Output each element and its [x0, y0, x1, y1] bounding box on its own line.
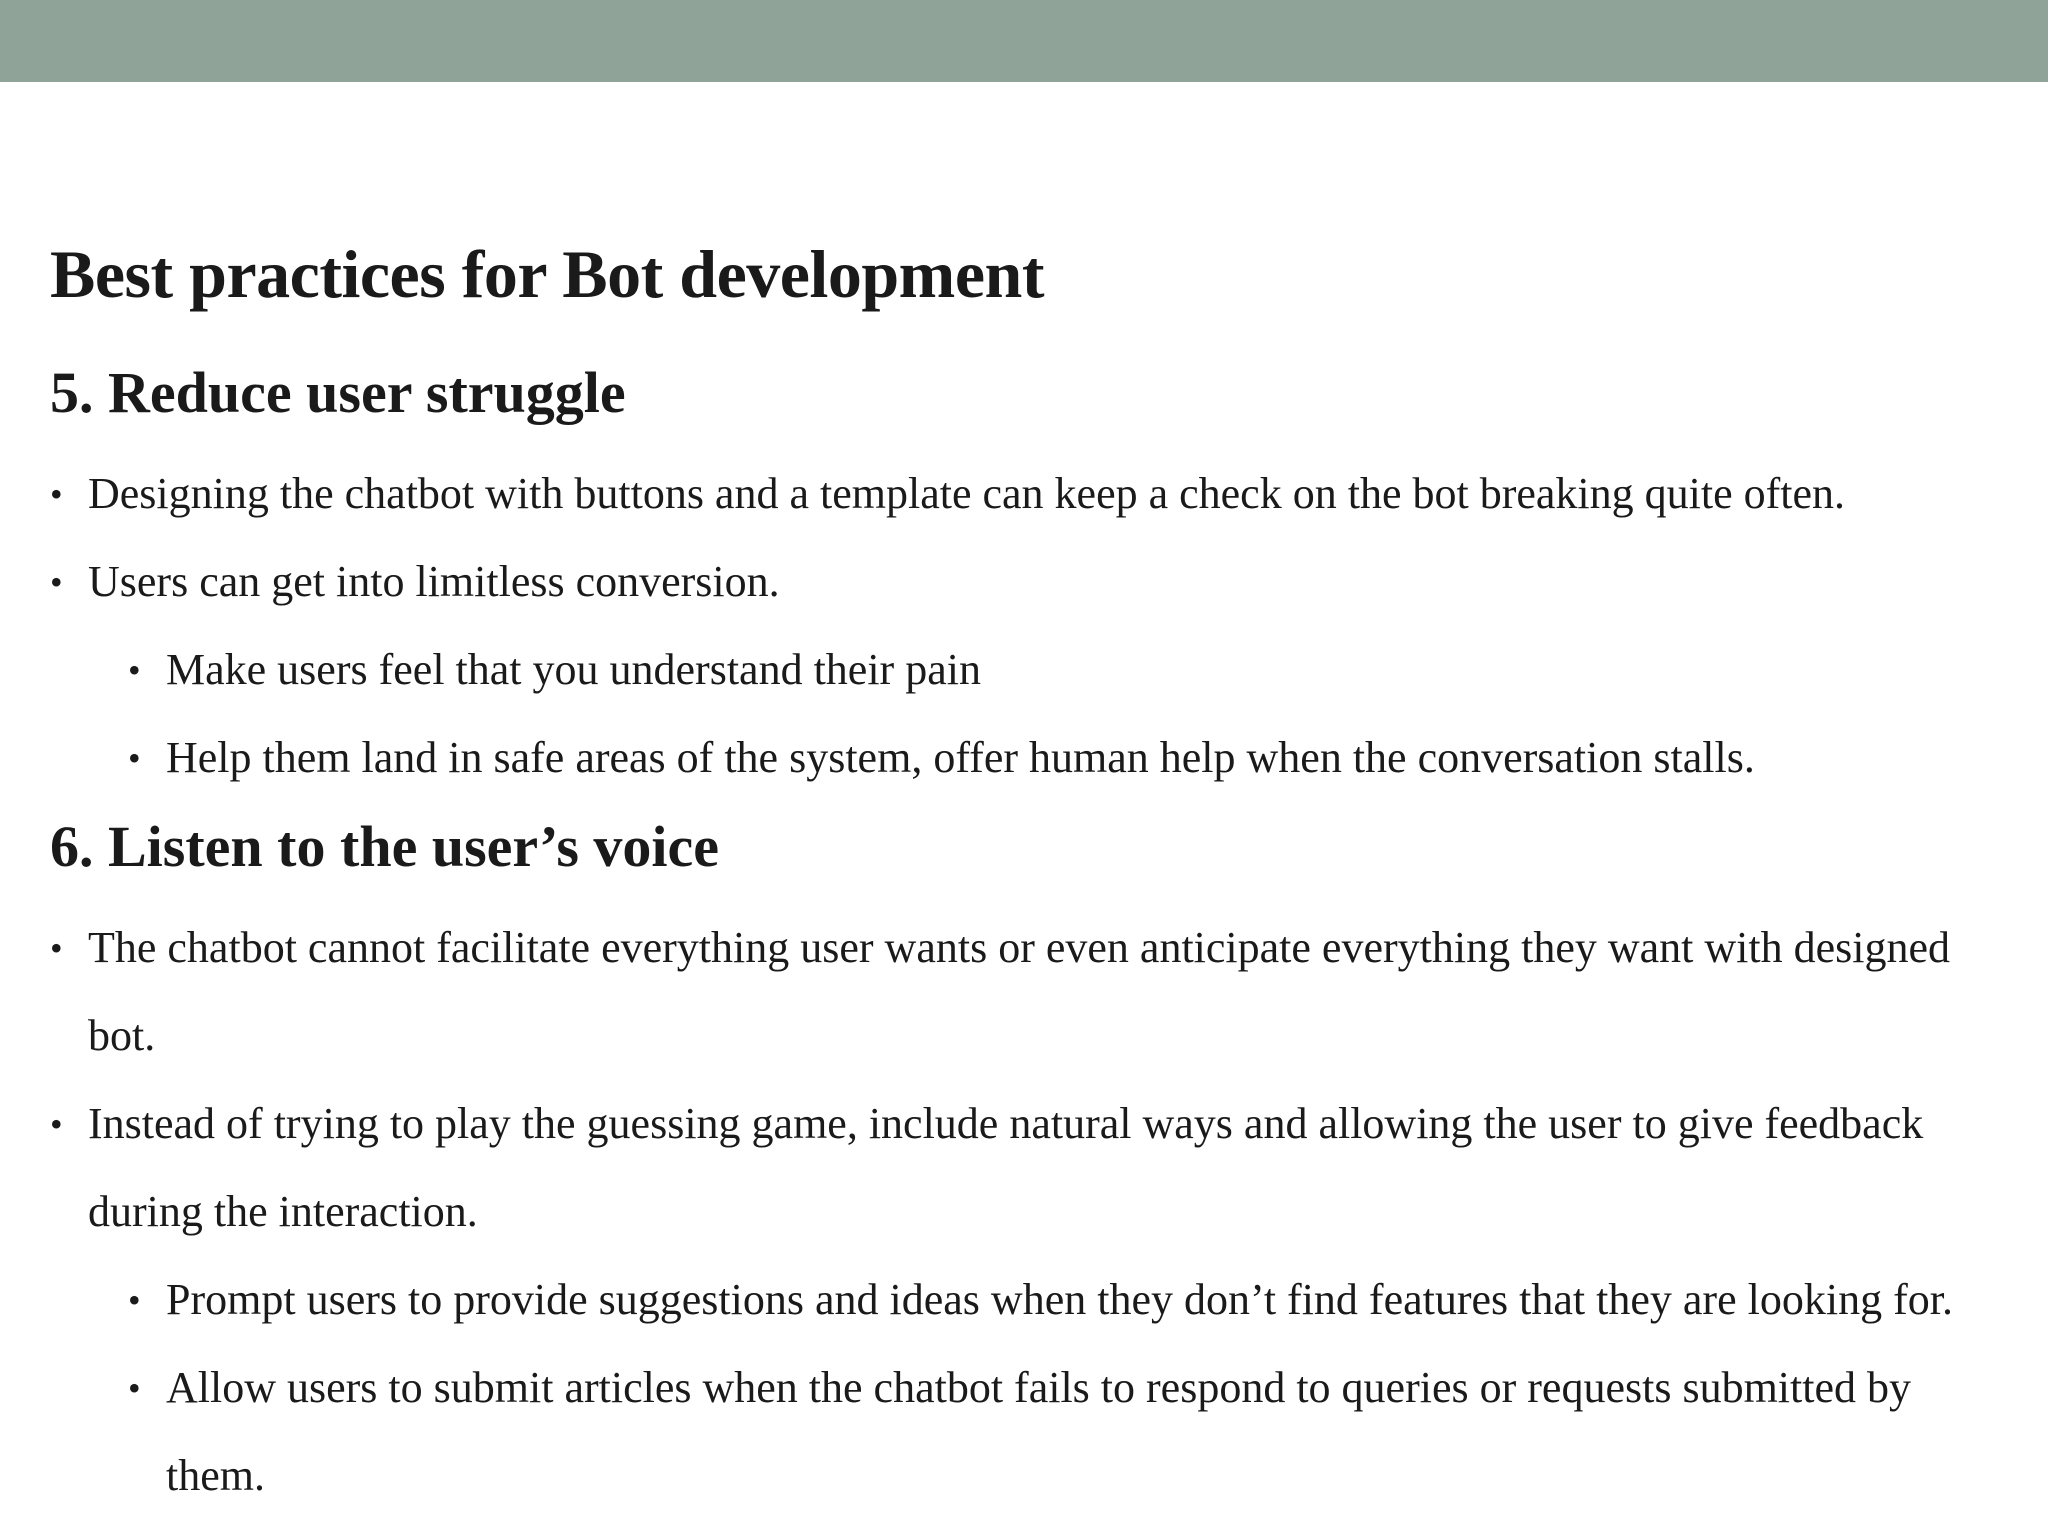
section-listen-to-user-voice	[50, 812, 2020, 1520]
header-band	[0, 0, 2048, 82]
bullet-list	[50, 904, 2020, 1520]
section-heading: 6. Listen to the user’s voice	[50, 814, 720, 879]
slide-title: Best practices for Bot development	[50, 236, 1044, 312]
sub-bullet-item: • Make users feel that you understand their pain	[128, 626, 2020, 714]
sub-bullet-item: • Allow users to submit articles when the chatbot fails to respond to queries or requests submitted by them.	[128, 1344, 2020, 1520]
section-reduce-user-struggle	[50, 358, 2020, 802]
sub-bullet-item: • Prompt users to provide suggestions and ideas when they don’t find features that they are looking for.	[128, 1256, 2020, 1344]
slide-content	[50, 232, 2020, 1520]
bullet-item: • Users can get into limitless conversion.	[50, 538, 2020, 626]
section-heading: 5. Reduce user struggle	[50, 360, 626, 425]
bullet-item: • Instead of trying to play the guessing game, include natural ways and allowing the user to give feedback during the interaction.	[50, 1080, 2020, 1256]
bullet-list	[50, 450, 2020, 802]
bullet-item: • Designing the chatbot with buttons and a template can keep a check on the bot breaking quite often.	[50, 450, 2020, 538]
bullet-item: • The chatbot cannot facilitate everything user wants or even anticipate everything they want with designed bot.	[50, 904, 2020, 1080]
sub-bullet-item: • Help them land in safe areas of the system, offer human help when the conversation stalls.	[128, 714, 2020, 802]
